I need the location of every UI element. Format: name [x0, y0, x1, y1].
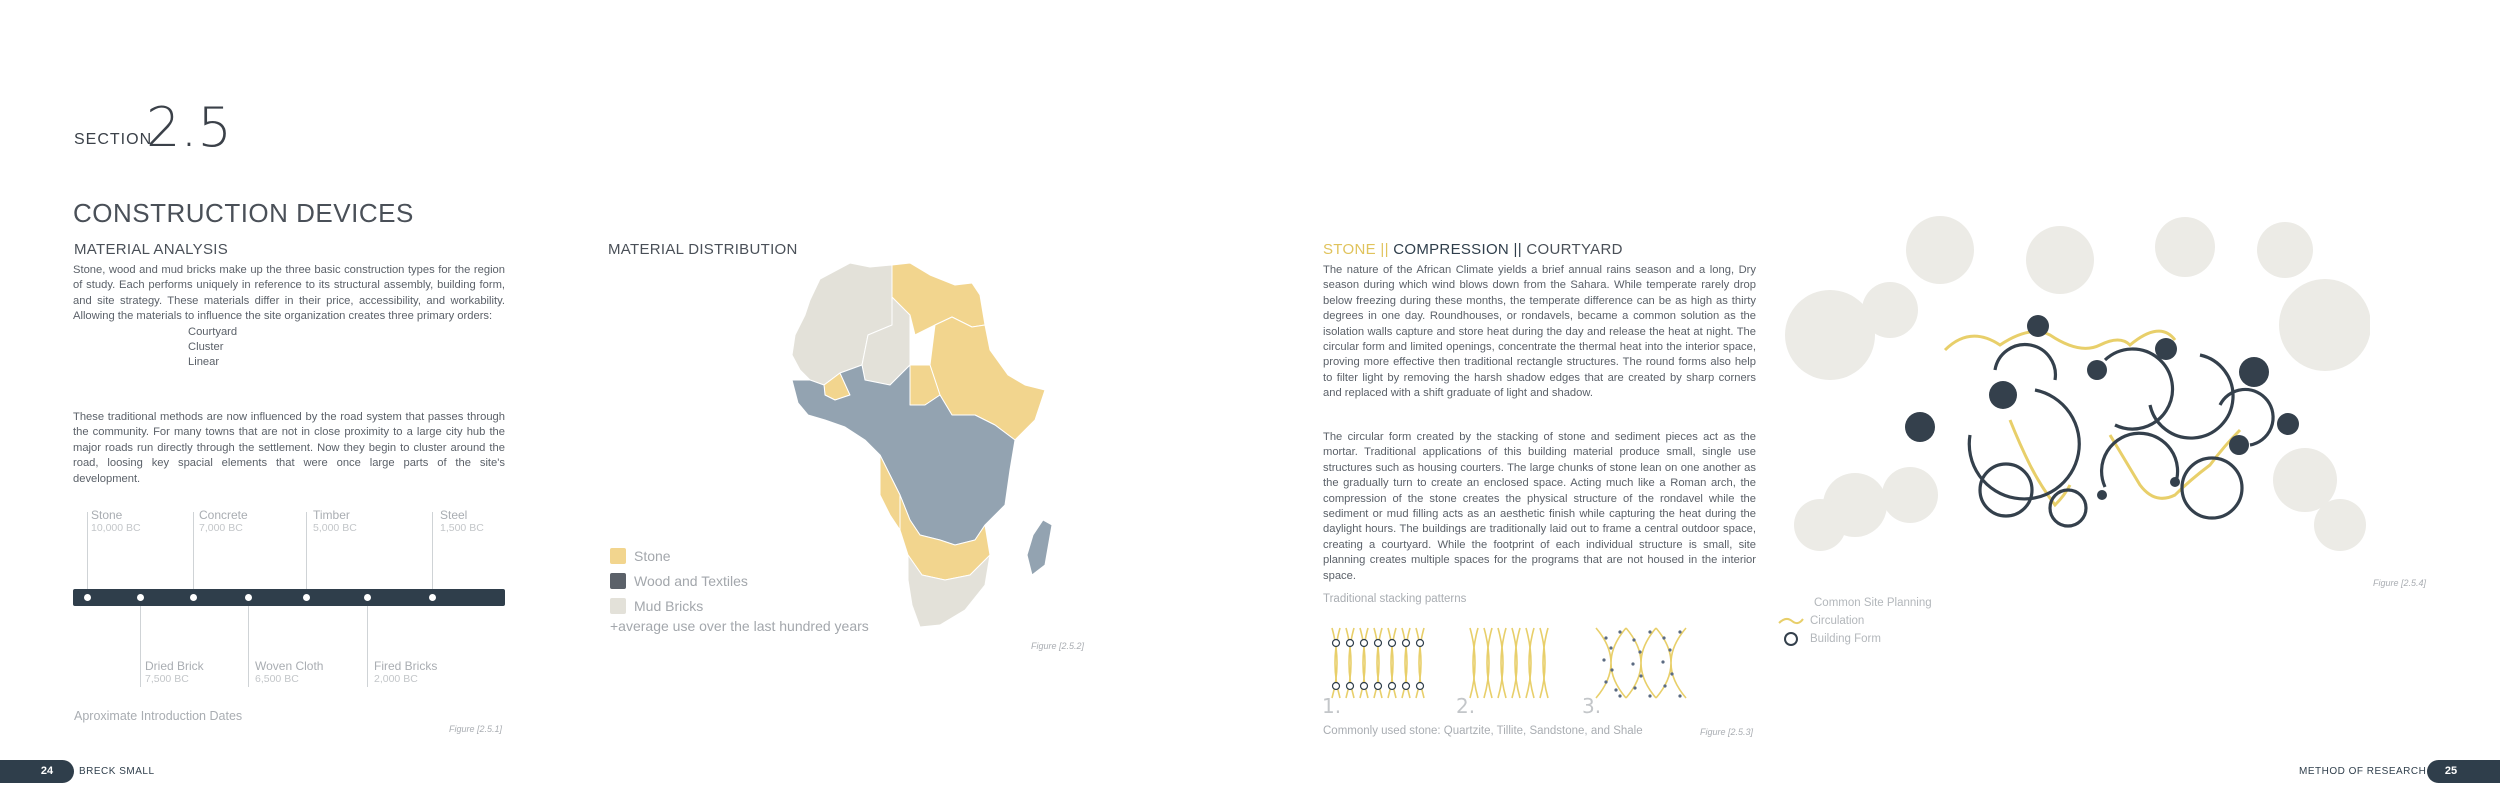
climate-text: The nature of the African Climate yields a brief annual rains season and a long, Dry season during which wind blows down from the Sahara. While temperate rarely drop below freezing during these months, the temperate difference can be as high as thirty degrees in one day. Roundhouses, or rondavels, became a common solution as the isolation walls capture and store heat during the day and release the heat at night. The circular form and limited openings, concentrate the thermal heat into the interior space, proving more effective then traditional rectangle structures. The round forms also help to filter light by removing the harsh shadow edges that are created by sharp corners and replaced with a shift graduate of light and shadow.	[1323, 264, 1756, 400]
legend-item	[1778, 630, 1932, 648]
legend-label: Mud Bricks	[634, 598, 704, 614]
page-title: CONSTRUCTION DEVICES	[73, 198, 414, 228]
timeline-name: Timber	[313, 508, 350, 522]
order-cluster: Cluster	[188, 341, 224, 354]
pattern-number: 2.	[1456, 694, 1476, 718]
page-number-text: 25	[2444, 765, 2458, 777]
legend-swatch	[610, 598, 626, 614]
timeline-tick	[87, 512, 88, 594]
site-legend	[1778, 594, 1932, 648]
timeline-name: Steel	[440, 508, 468, 522]
legend-swatch	[610, 548, 626, 564]
timeline-dot	[137, 594, 144, 601]
timeline-date: 7,000 BC	[199, 522, 243, 534]
timeline-entry	[374, 660, 437, 685]
figure-label: Figure [2.5.3]	[1700, 727, 1754, 737]
page-number-text: 24	[40, 765, 54, 777]
timeline-tick	[140, 601, 141, 687]
legend-common-site: Common Site Planning	[1814, 597, 1932, 609]
stone-section-heading	[1323, 241, 1623, 258]
footer-section: METHOD OF RESEARCH	[2299, 766, 2427, 777]
title-separator: ||	[1509, 241, 1527, 258]
section-label: SECTION	[74, 131, 153, 148]
legend-note: +average use over the last hundred years	[610, 618, 869, 634]
stacking-caption: Traditional stacking patterns	[1323, 593, 1467, 605]
title-stone: STONE	[1323, 241, 1376, 258]
legend-item	[610, 548, 869, 564]
timeline-caption: Aproximate Introduction Dates	[74, 709, 243, 723]
title-separator: ||	[1375, 241, 1394, 258]
legend-item	[610, 573, 869, 589]
legend-swatch	[610, 573, 626, 589]
timeline-date: 1,500 BC	[440, 522, 484, 534]
title-courtyard: COURTYARD	[1526, 241, 1623, 258]
timeline-dot	[364, 594, 371, 601]
timeline-name: Woven Cloth	[255, 659, 324, 673]
legend-item	[610, 598, 869, 614]
map-legend	[610, 548, 869, 634]
trees	[1785, 216, 2370, 551]
order-courtyard: Courtyard	[188, 325, 238, 338]
timeline-name: Stone	[91, 508, 123, 522]
timeline-dot	[303, 594, 310, 601]
timeline-entry	[145, 660, 204, 685]
stacking-patterns	[1320, 618, 1730, 718]
building-form-swatch	[1778, 631, 1804, 647]
material-analysis-text	[73, 263, 505, 371]
figure-label: Figure [2.5.4]	[2373, 578, 2427, 588]
timeline-dot	[84, 594, 91, 601]
timeline-entry	[313, 509, 357, 534]
timeline-tick	[193, 512, 194, 594]
legend-label: Building Form	[1810, 633, 1881, 645]
pattern-number: 3.	[1582, 694, 1602, 718]
timeline-date: 6,500 BC	[255, 673, 299, 685]
timeline-name: Concrete	[199, 508, 248, 522]
material-analysis-heading: MATERIAL ANALYSIS	[74, 241, 229, 258]
legend-item	[1778, 612, 1932, 630]
timeline-date: 10,000 BC	[91, 522, 141, 534]
timeline-dot	[190, 594, 197, 601]
timeline-entry	[255, 660, 323, 685]
timeline-tick	[432, 512, 433, 594]
timeline-dot	[245, 594, 252, 601]
legend-label: Circulation	[1810, 615, 1865, 627]
stacking-pattern-2	[1470, 628, 1548, 698]
timeline-date: 5,000 BC	[313, 522, 357, 534]
legend-label: Wood and Textiles	[634, 573, 748, 589]
timeline-entry	[91, 509, 141, 534]
figure-label: Figure [2.5.2]	[1031, 641, 1085, 651]
timeline-entry	[440, 509, 484, 534]
form-text: The circular form created by the stacking of stone and sediment pieces act as the mortar. Traditional applications of this building material produce small, single use structures such as housing courters. The large chunks of stone lean on one another as the gradually turn to create an enclosed space. Acting much like a Roman arch, the compression of the stone creates the physical structure of the rondavel while the sediment or mud filling acts as an aesthetic finish while capturing the heat during the daylight hours. The buildings are traditionally laid out to frame a central outdoor space, creating a courtyard. While the footprint of each individual structure is small, site planning creates multiple spaces for the programs that are not housed in the interior space.	[1323, 431, 1756, 582]
title-compression: COMPRESSION	[1393, 241, 1510, 258]
pattern-number: 1.	[1322, 694, 1342, 718]
section-number: 2.5	[146, 96, 232, 159]
timeline-name: Dried Brick	[145, 659, 204, 673]
circulation-swatch	[1778, 616, 1804, 626]
figure-label: Figure [2.5.1]	[449, 724, 503, 734]
timeline-date: 7,500 BC	[145, 673, 189, 685]
timeline-tick	[306, 512, 307, 594]
page-number	[0, 760, 74, 783]
timeline-tick	[367, 601, 368, 687]
order-linear: Linear	[188, 356, 220, 369]
footer-author: BRECK SMALL	[79, 766, 155, 777]
stacking-pattern-3	[1596, 628, 1686, 698]
timeline-dot	[429, 594, 436, 601]
map-region-wood	[1027, 520, 1052, 575]
site-planning-diagram	[1780, 205, 2370, 590]
road-influence-text: These traditional methods are now influenced by the road system that passes through the community. For many towns that are not in close proximity to a large city hub the major roads run directly through the settlement. Now they begin to cluster around the road, loosing key spacial elements that were once large parts of the site's development.	[73, 411, 505, 485]
timeline-name: Fired Bricks	[374, 659, 438, 673]
legend-label: Stone	[634, 548, 671, 564]
stone-caption: Commonly used stone: Quartzite, Tillite, Sandstone, and Shale	[1323, 725, 1643, 737]
circulation-path	[1945, 331, 2240, 505]
timeline-date: 2,000 BC	[374, 673, 418, 685]
page-number	[2427, 760, 2500, 783]
timeline-entry	[199, 509, 248, 534]
material-distribution-heading: MATERIAL DISTRIBUTION	[608, 241, 798, 258]
paragraph: Stone, wood and mud bricks make up the three basic construction types for the region of study. Each performs uniquely in reference to its structural assembly, building form, and site strategy. These materials differ in their price, accessibility, and workability. Allowing the materials to influence the site organization creates three primary orders:	[73, 264, 505, 323]
timeline-tick	[248, 601, 249, 687]
